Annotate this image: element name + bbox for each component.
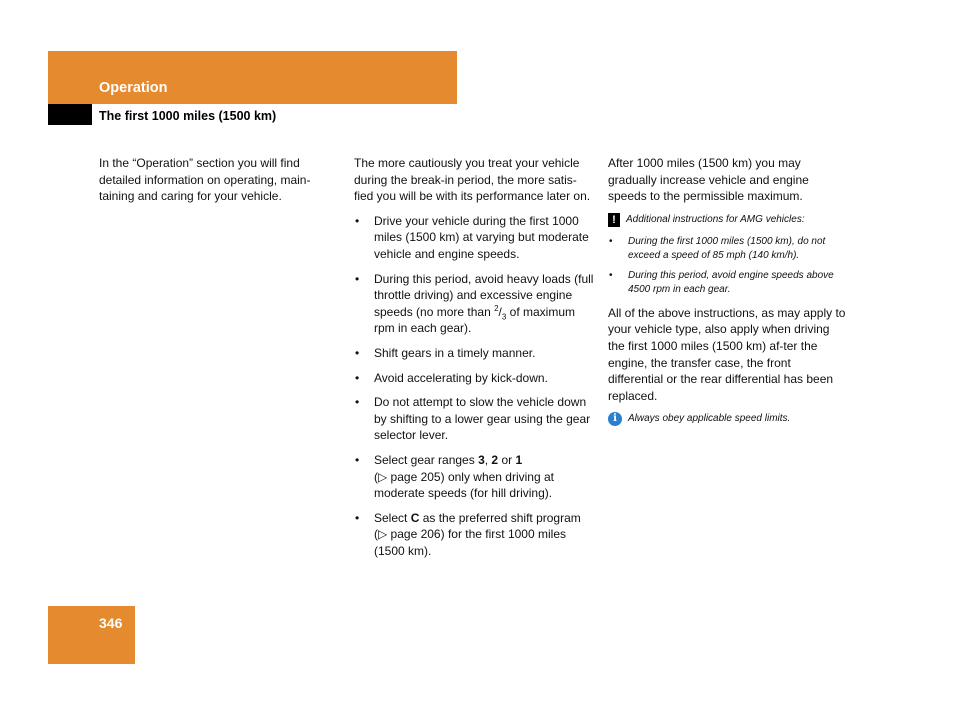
header-bar [48,51,457,104]
amg-warning-note [608,213,848,227]
replacement-paragraph: All of the above instructions, as may apply to your vehicle type, also apply when driving the first 1000 miles (1500 km) af-ter the engine, the transfer case, the front differential or the rear differential has been replaced. [608,305,846,403]
list-item: • Shift gears in a timely manner. [354,345,594,362]
info-note [608,412,848,426]
page-reference-206[interactable]: as the preferred shift program (▷ page 206) for the first 1000 miles (1500 km). [374,510,581,558]
after-breakin-paragraph: After 1000 miles (1500 km) you may gradually increase vehicle and engine speeds to the permissible maximum. [608,156,809,204]
amg-list [608,235,848,297]
breakin-list [354,213,594,560]
info-text: Always obey applicable speed limits. [628,413,791,425]
warning-text: Additional instructions for AMG vehicles: [626,213,805,225]
column-3 [608,155,848,434]
list-item: • During this period, avoid heavy loads (full throttle driving) and excessive engine speeds (no more than $^2/_3$ of maximum rpm in each gear). [354,271,594,337]
section-title: Operation [99,80,168,96]
list-item: • Select C as the preferred shift program (▷ page 206) for the first 1000 miles (1500 km). [354,510,594,560]
column-2 [354,155,594,567]
list-item: • Do not attempt to slow the vehicle down by shifting to a lower gear using the gear selector lever. [354,394,594,444]
intro-paragraph: In the “Operation” section you will find detailed information on operating, main-taining and caring for your vehicle. [99,156,311,204]
page-number: 346 [99,615,123,631]
list-item: • Select gear ranges 3, 2 or 1 (▷ page 205) only when driving at moderate speeds (for hill driving). [354,452,594,502]
list-item: • During the first 1000 miles (1500 km), do not exceed a speed of 85 mph (140 km/h). [608,235,848,263]
page-subtitle: The first 1000 miles (1500 km) [99,109,277,123]
info-icon: i [608,412,622,426]
breakin-intro-paragraph: The more cautiously you treat your vehicle during the break-in period, the more satis-fied you will be with its performance later on. [354,156,591,204]
list-item: • Avoid accelerating by kick-down. [354,370,594,387]
warning-icon: ! [608,213,620,227]
list-item: • Drive your vehicle during the first 1000 miles (1500 km) at varying but moderate vehicle and engine speeds. [354,213,594,263]
page-reference-205[interactable]: (▷ page 205) only when driving at moderate speeds (for hill driving). [374,469,554,501]
section-tab-marker [48,104,92,125]
list-item: • During this period, avoid engine speeds above 4500 rpm in each gear. [608,269,848,297]
column-1 [99,155,329,213]
